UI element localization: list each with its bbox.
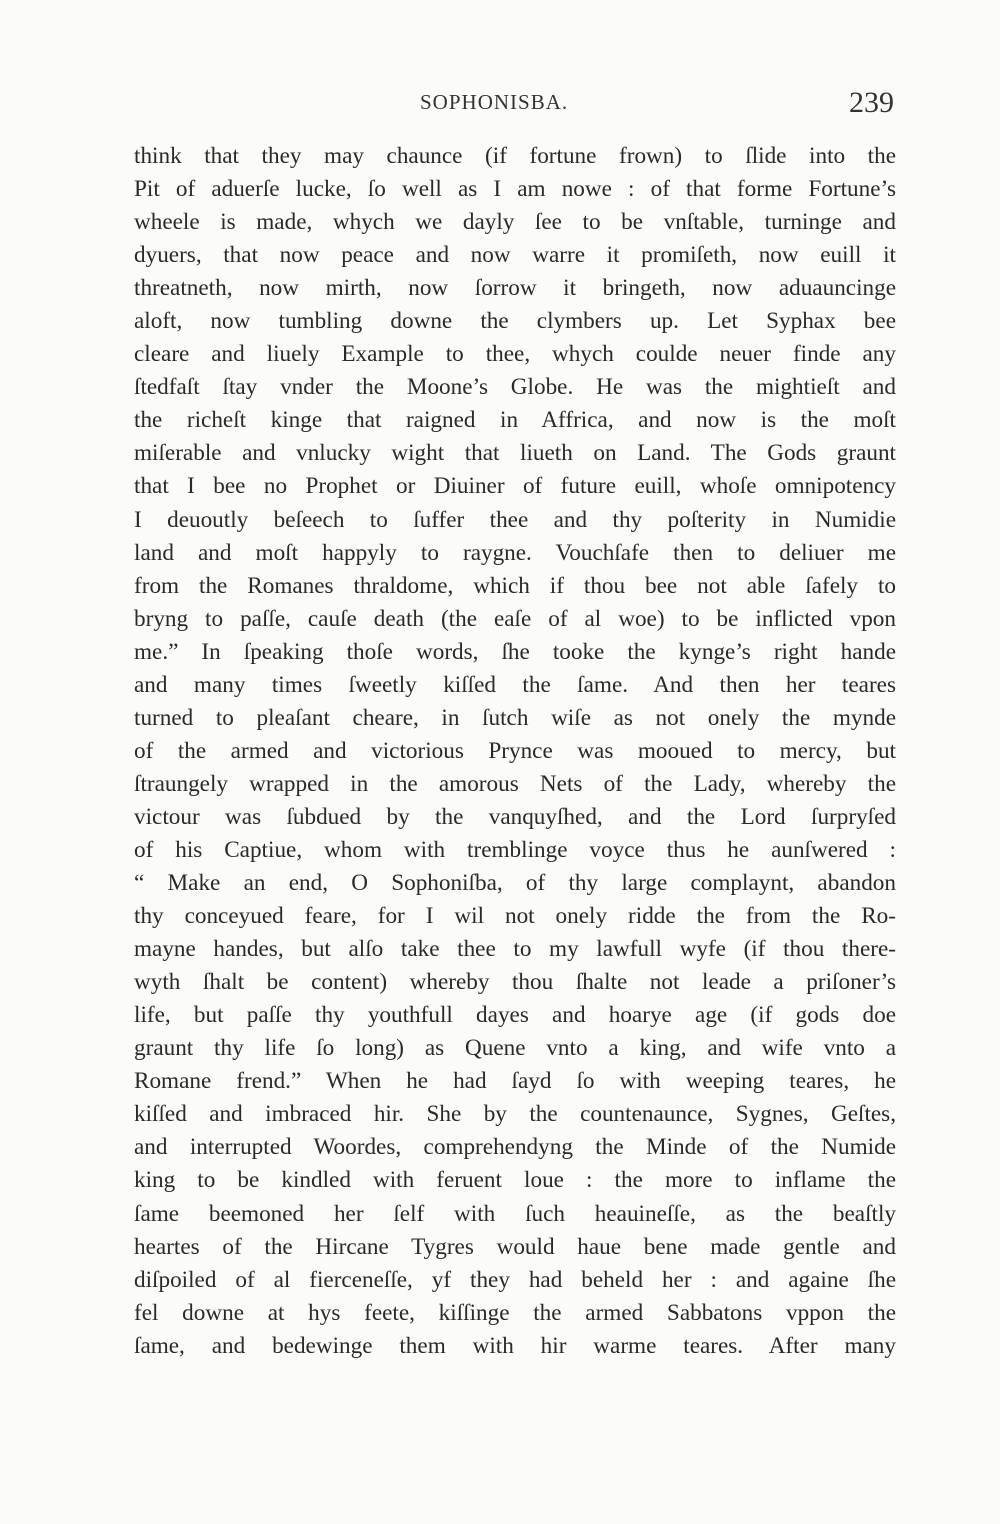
text-line: of the armed and victorious Prynce was mooued to mercy, but (134, 737, 896, 764)
text-line: the richeſt kinge that raigned in Affrica, and now is the moſt (134, 407, 896, 434)
text-line: I deuoutly beſeech to ſuffer thee and thy poſterity in Numidie (134, 506, 896, 533)
text-line: think that they may chaunce (if fortune frown) to ſlide into the (134, 143, 896, 169)
text-line: wyth ſhalt be content) whereby thou ſhalte not leade a priſoner’s (134, 969, 896, 996)
text-line: and many times ſweetly kiſſed the ſame. And then her teares (134, 671, 896, 698)
text-line: diſpoiled of al fierceneſſe, yf they had beheld her : and againe ſhe (134, 1266, 896, 1293)
text-line: that I bee no Prophet or Diuiner of future euill, whoſe omnipotency (134, 473, 896, 500)
text-line: wheele is made, whych we dayly ſee to be vnſtable, turninge and (134, 209, 896, 236)
text-line: Pit of aduerſe lucke, ſo well as I am nowe : of that forme Fortune’s (134, 176, 896, 203)
text-line: heartes of the Hircane Tygres would haue bene made gentle and (134, 1233, 896, 1260)
text-line: thy conceyued feare, for I wil not onely ridde the from the Ro- (134, 903, 896, 930)
text-line: of his Captiue, whom with tremblinge voyce thus he aunſwered : (134, 836, 896, 863)
text-line: dyuers, that now peace and now warre it promiſeth, now euill it (134, 242, 896, 269)
text-line: miſerable and vnlucky wight that liueth on Land. The Gods graunt (134, 440, 896, 467)
text-line: threatneth, now mirth, now ſorrow it bringeth, now aduauncinge (134, 275, 896, 302)
text-line: bryng to paſſe, cauſe death (the eaſe of al woe) to be inflicted vpon (134, 605, 896, 632)
text-line: cleare and liuely Example to thee, whych coulde neuer finde any (134, 341, 896, 368)
body-text (134, 140, 896, 1363)
text-line: me.” In ſpeaking thoſe words, ſhe tooke the kynge’s right hande (134, 638, 896, 665)
text-line: ſame, and bedewinge them with hir warme teares. After many (134, 1332, 896, 1359)
text-line: ſtraungely wrapped in the amorous Nets of the Lady, whereby the (134, 770, 896, 797)
text-line: mayne handes, but alſo take thee to my lawfull wyfe (if thou there- (134, 936, 896, 963)
text-line: kiſſed and imbraced hir. She by the countenaunce, Sygnes, Geſtes, (134, 1101, 896, 1128)
text-line: graunt thy life ſo long) as Quene vnto a king, and wife vnto a (134, 1035, 896, 1062)
text-line: fel downe at hys feete, kiſſinge the armed Sabbatons vppon the (134, 1299, 896, 1326)
page-number: 239 (849, 86, 894, 119)
text-line: king to be kindled with feruent loue : the more to inflame the (134, 1167, 896, 1194)
text-line: from the Romanes thraldome, which if thou bee not able ſafely to (134, 572, 896, 599)
text-line: ſame beemoned her ſelf with ſuch heauineſſe, as the beaſtly (134, 1200, 896, 1227)
text-line: ſtedfaſt ſtay vnder the Moone’s Globe. He was the mightieſt and (134, 374, 896, 401)
text-line: life, but paſſe thy youthfull dayes and hoarye age (if gods doe (134, 1002, 896, 1029)
text-line: and interrupted Woordes, comprehendyng the Minde of the Numide (134, 1134, 896, 1161)
text-line: victour was ſubdued by the vanquyſhed, and the Lord ſurpryſed (134, 803, 896, 830)
text-line: land and moſt happyly to raygne. Vouchſafe then to deliuer me (134, 539, 896, 566)
text-line: Romane frend.” When he had ſayd ſo with weeping teares, he (134, 1068, 896, 1095)
running-title: SOPHONISBA. (420, 90, 569, 114)
text-line: aloft, now tumbling downe the clymbers up. Let Syphax bee (134, 308, 896, 335)
text-line: “ Make an end, O Sophoniſba, of thy large complaynt, abandon (134, 870, 896, 897)
text-line: turned to pleaſant cheare, in ſutch wiſe as not onely the mynde (134, 704, 896, 731)
running-head (0, 86, 1000, 126)
